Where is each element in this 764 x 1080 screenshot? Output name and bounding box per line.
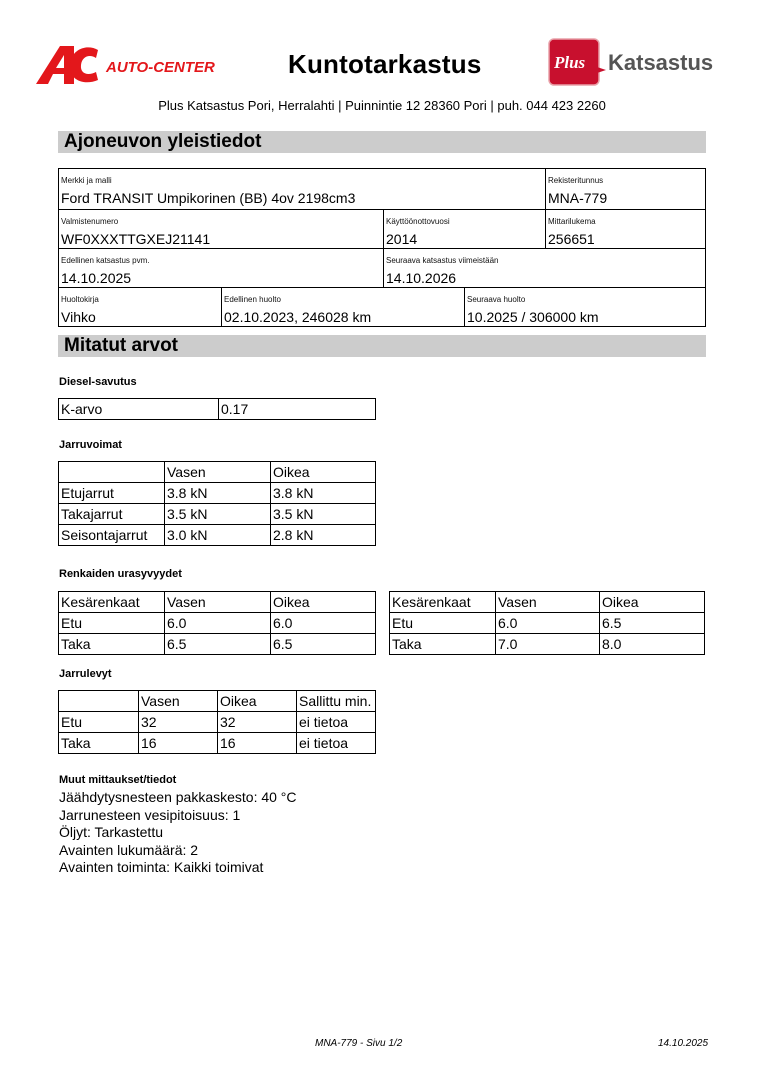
table-header-cell: Oikea: [600, 592, 705, 613]
list-item: Avainten lukumäärä: 2: [59, 841, 199, 858]
table-row: [59, 399, 376, 420]
info-cell-odometer: [545, 210, 705, 248]
section-header-measured: Mitatut arvot: [58, 335, 706, 357]
table-cell: Taka: [59, 733, 139, 754]
table-row: [59, 733, 376, 754]
field-value: Vihko: [61, 309, 96, 325]
tread-depths-heading: Renkaiden urasyvyydet: [59, 568, 182, 580]
plus-katsastus-logo: [548, 38, 728, 88]
table-header-cell: Vasen: [165, 462, 271, 483]
field-value: MNA-779: [548, 190, 608, 206]
brake-forces-table: [58, 461, 376, 546]
tread-depths-table-1: [58, 591, 376, 655]
info-row: [59, 248, 705, 287]
field-label: Rekisteritunnus: [548, 176, 604, 185]
field-label: Seuraava huolto: [467, 295, 526, 304]
table-cell: 3.5 kN: [165, 504, 271, 525]
plus-badge-icon: [549, 39, 606, 85]
table-header-cell: Vasen: [165, 592, 271, 613]
vehicle-info-grid: [58, 168, 706, 327]
table-header-row: [390, 592, 705, 613]
table-header-cell: Oikea: [218, 691, 297, 712]
table-row: [59, 712, 376, 733]
info-cell-last-inspection: [59, 249, 383, 287]
table-cell: 6.5: [271, 634, 376, 655]
table-cell: Taka: [390, 634, 496, 655]
table-header-row: [59, 462, 376, 483]
table-header-row: [59, 592, 376, 613]
field-label: Mittarilukema: [548, 217, 596, 226]
footer-date: 14.10.2025: [658, 1038, 709, 1049]
footer-page-info: MNA-779 - Sivu 1/2: [315, 1038, 403, 1049]
info-cell-last-service: [221, 288, 464, 326]
table-cell: Etujarrut: [59, 483, 165, 504]
brake-forces-heading: Jarruvoimat: [59, 439, 122, 451]
table-cell: 6.5: [600, 613, 705, 634]
info-cell-vin: [59, 210, 383, 248]
table-header-cell: Kesärenkaat: [59, 592, 165, 613]
info-cell-next-service: [464, 288, 705, 326]
table-header-cell: Kesärenkaat: [390, 592, 496, 613]
table-cell: 6.5: [165, 634, 271, 655]
field-value: 256651: [548, 231, 595, 247]
table-row: [59, 634, 376, 655]
info-row: [59, 209, 705, 248]
field-value: 14.10.2025: [61, 270, 132, 286]
table-cell: ei tietoa: [297, 733, 376, 754]
list-item: Öljyt: Tarkastettu: [59, 824, 164, 840]
section-header-general: Ajoneuvon yleistiedot: [58, 131, 706, 153]
table-header-cell: Oikea: [271, 462, 376, 483]
table-cell: 6.0: [496, 613, 600, 634]
diesel-heading: Diesel-savutus: [59, 376, 137, 388]
katsastus-text: Katsastus: [608, 50, 714, 75]
field-label: Edellinen huolto: [224, 295, 281, 304]
table-cell: Takajarrut: [59, 504, 165, 525]
brake-discs-heading: Jarrulevyt: [59, 668, 112, 680]
field-value: 02.10.2023, 246028 km: [224, 309, 372, 325]
table-header-cell: [59, 691, 139, 712]
info-cell-year: [383, 210, 545, 248]
field-label: Valmistenumero: [61, 217, 119, 226]
svg-text:Plus: Plus: [554, 53, 586, 72]
table-header-row: [59, 691, 376, 712]
table-cell: ei tietoa: [297, 712, 376, 733]
table-cell: 6.0: [165, 613, 271, 634]
list-item: Jarrunesteen vesipitoisuus: 1: [59, 806, 241, 823]
other-info-heading: Muut mittaukset/tiedot: [59, 774, 177, 786]
field-label: Käyttöönottovuosi: [386, 217, 450, 226]
info-cell-service-book: [59, 288, 221, 326]
field-label: Seuraava katsastus viimeistään: [386, 256, 499, 265]
other-info-list: [59, 789, 297, 877]
diesel-table: [58, 398, 376, 420]
field-value: 2014: [386, 231, 418, 247]
table-header-cell: Vasen: [139, 691, 218, 712]
tread-depths-table-2: [389, 591, 705, 655]
table-cell: 3.5 kN: [271, 504, 376, 525]
table-cell: 7.0: [496, 634, 600, 655]
document-title: Kuntotarkastus: [288, 49, 482, 79]
info-row: [59, 169, 705, 209]
info-cell-make-model: [59, 169, 545, 209]
field-value: 14.10.2026: [386, 270, 457, 286]
field-value: WF0XXXTTGXEJ21141: [61, 231, 211, 247]
table-header-cell: Oikea: [271, 592, 376, 613]
table-row: [59, 483, 376, 504]
info-cell-next-inspection: [383, 249, 705, 287]
table-header-cell: Sallittu min.: [297, 691, 376, 712]
list-item: Jäähdytysnesteen pakkaskesto: 40 °C: [59, 789, 297, 805]
field-value: 10.2025 / 306000 km: [467, 309, 599, 325]
table-cell: 6.0: [271, 613, 376, 634]
table-cell: 3.8 kN: [271, 483, 376, 504]
table-cell: 16: [139, 733, 218, 754]
table-header-cell: Vasen: [496, 592, 600, 613]
table-cell: 2.8 kN: [271, 525, 376, 546]
table-cell: 32: [139, 712, 218, 733]
table-cell: Etu: [390, 613, 496, 634]
auto-center-logo: [36, 44, 226, 86]
auto-center-text: AUTO-CENTER: [106, 59, 215, 76]
station-address: Plus Katsastus Pori, Herralahti | Puinnintie 12 28360 Pori | puh. 044 423 2260: [158, 98, 606, 113]
table-row: [59, 525, 376, 546]
table-cell: Etu: [59, 712, 139, 733]
info-row: [59, 287, 705, 326]
table-cell: Taka: [59, 634, 165, 655]
table-cell: 3.8 kN: [165, 483, 271, 504]
table-cell: 32: [218, 712, 297, 733]
table-cell: 8.0: [600, 634, 705, 655]
table-cell: 0.17: [219, 399, 376, 420]
list-item: Avainten toiminta: Kaikki toimivat: [59, 859, 264, 875]
table-row: [59, 613, 376, 634]
ac-mark-icon: [36, 46, 98, 84]
table-header-cell: [59, 462, 165, 483]
field-value: Ford TRANSIT Umpikorinen (BB) 4ov 2198cm3: [61, 190, 356, 206]
field-label: Edellinen katsastus pvm.: [61, 256, 150, 265]
brake-discs-table: [58, 690, 376, 754]
table-cell: 16: [218, 733, 297, 754]
info-cell-registration: [545, 169, 705, 209]
table-row: [390, 613, 705, 634]
field-label: Merkki ja malli: [61, 176, 112, 185]
table-row: [59, 504, 376, 525]
table-cell: 3.0 kN: [165, 525, 271, 546]
field-label: Huoltokirja: [61, 295, 99, 304]
table-cell: Etu: [59, 613, 165, 634]
table-cell: Seisontajarrut: [59, 525, 165, 546]
table-cell: K-arvo: [59, 399, 219, 420]
table-row: [390, 634, 705, 655]
